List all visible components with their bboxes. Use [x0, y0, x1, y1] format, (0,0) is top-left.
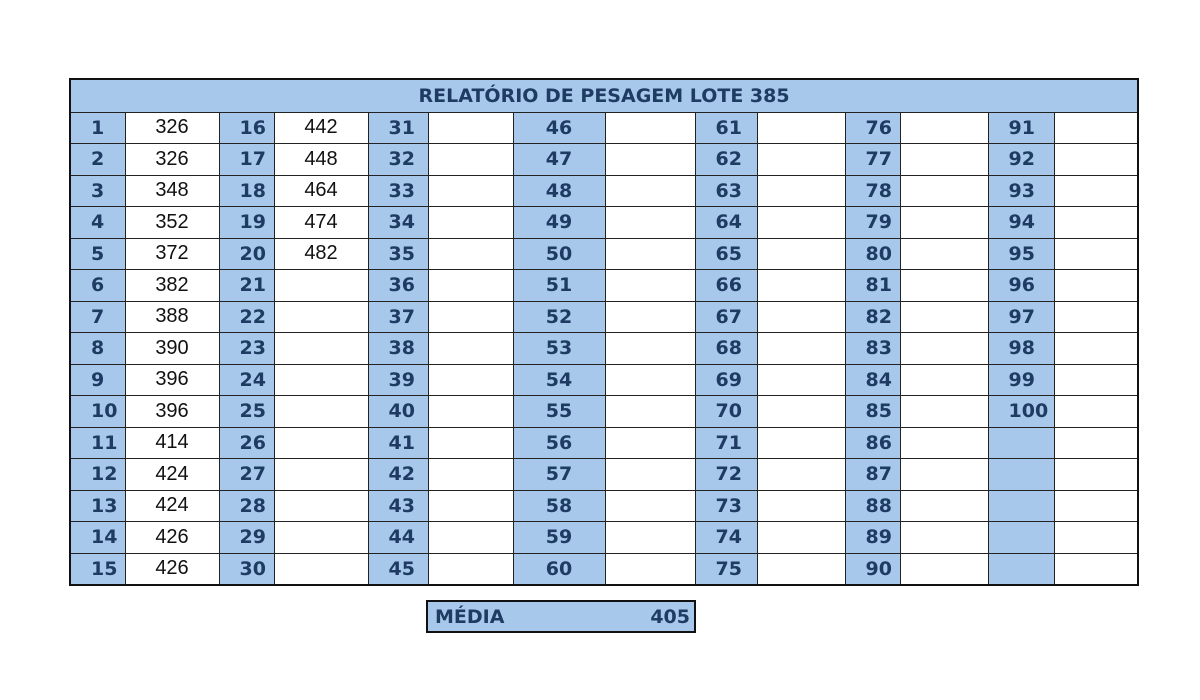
animal-number-cell: 59 — [513, 522, 605, 554]
animal-number-cell: 96 — [988, 270, 1054, 302]
weight-cell — [605, 301, 695, 333]
weight-cell — [757, 144, 845, 176]
animal-number-cell — [988, 553, 1054, 585]
weight-cell — [900, 270, 988, 302]
animal-number-cell: 12 — [70, 459, 125, 491]
weight-cell — [428, 396, 513, 428]
animal-number-cell: 18 — [219, 175, 274, 207]
weight-cell — [274, 427, 368, 459]
weight-cell — [1054, 333, 1138, 365]
animal-number-cell: 5 — [70, 238, 125, 270]
animal-number-cell: 79 — [845, 207, 900, 239]
animal-number-cell: 70 — [695, 396, 757, 428]
weight-cell — [1054, 144, 1138, 176]
animal-number-cell: 19 — [219, 207, 274, 239]
table-row — [70, 459, 1138, 491]
animal-number-cell: 28 — [219, 490, 274, 522]
animal-number-cell: 35 — [368, 238, 428, 270]
animal-number-cell — [988, 522, 1054, 554]
weight-cell: 448 — [274, 144, 368, 176]
animal-number-cell: 40 — [368, 396, 428, 428]
weight-cell: 474 — [274, 207, 368, 239]
animal-number-cell: 13 — [70, 490, 125, 522]
weight-cell — [428, 144, 513, 176]
animal-number-cell: 42 — [368, 459, 428, 491]
weight-cell — [274, 270, 368, 302]
weight-cell — [274, 301, 368, 333]
weight-cell — [1054, 459, 1138, 491]
animal-number-cell: 98 — [988, 333, 1054, 365]
weight-cell — [428, 364, 513, 396]
animal-number-cell: 4 — [70, 207, 125, 239]
weight-cell — [274, 333, 368, 365]
weight-cell — [428, 522, 513, 554]
animal-number-cell: 65 — [695, 238, 757, 270]
table-row — [70, 364, 1138, 396]
animal-number-cell: 55 — [513, 396, 605, 428]
weight-cell — [274, 553, 368, 585]
weight-cell — [1054, 490, 1138, 522]
weight-cell — [757, 490, 845, 522]
weight-cell — [605, 333, 695, 365]
animal-number-cell: 81 — [845, 270, 900, 302]
table-row — [70, 522, 1138, 554]
weight-cell — [757, 238, 845, 270]
animal-number-cell: 38 — [368, 333, 428, 365]
weight-cell — [757, 175, 845, 207]
weight-cell — [1054, 207, 1138, 239]
weight-cell — [1054, 522, 1138, 554]
weight-cell — [757, 553, 845, 585]
animal-number-cell: 92 — [988, 144, 1054, 176]
weight-cell — [900, 427, 988, 459]
average-label: MÉDIA — [435, 605, 505, 628]
weight-cell — [605, 112, 695, 144]
table-row — [70, 427, 1138, 459]
weight-cell: 388 — [125, 301, 219, 333]
animal-number-cell: 30 — [219, 553, 274, 585]
table-row — [70, 207, 1138, 239]
weight-cell — [605, 238, 695, 270]
weight-cell: 396 — [125, 396, 219, 428]
animal-number-cell: 87 — [845, 459, 900, 491]
weight-cell: 464 — [274, 175, 368, 207]
weight-cell — [605, 270, 695, 302]
weight-cell — [757, 522, 845, 554]
weight-cell — [274, 364, 368, 396]
animal-number-cell: 66 — [695, 270, 757, 302]
animal-number-cell: 1 — [70, 112, 125, 144]
weight-cell — [274, 522, 368, 554]
weight-cell — [757, 364, 845, 396]
weight-cell — [757, 333, 845, 365]
animal-number-cell: 44 — [368, 522, 428, 554]
weight-cell — [428, 238, 513, 270]
weight-cell — [428, 270, 513, 302]
animal-number-cell: 20 — [219, 238, 274, 270]
animal-number-cell: 24 — [219, 364, 274, 396]
animal-number-cell: 21 — [219, 270, 274, 302]
average-box — [426, 600, 696, 633]
weight-cell — [900, 490, 988, 522]
weight-cell: 352 — [125, 207, 219, 239]
animal-number-cell: 26 — [219, 427, 274, 459]
animal-number-cell: 76 — [845, 112, 900, 144]
weight-cell — [900, 364, 988, 396]
animal-number-cell: 63 — [695, 175, 757, 207]
weight-cell — [428, 490, 513, 522]
animal-number-cell: 84 — [845, 364, 900, 396]
table-row — [70, 144, 1138, 176]
animal-number-cell: 3 — [70, 175, 125, 207]
animal-number-cell: 10 — [70, 396, 125, 428]
animal-number-cell: 53 — [513, 333, 605, 365]
animal-number-cell: 25 — [219, 396, 274, 428]
weight-cell — [1054, 427, 1138, 459]
weight-cell — [605, 364, 695, 396]
animal-number-cell: 14 — [70, 522, 125, 554]
animal-number-cell: 60 — [513, 553, 605, 585]
weight-cell — [900, 112, 988, 144]
weight-cell — [274, 396, 368, 428]
table-row — [70, 553, 1138, 585]
animal-number-cell: 37 — [368, 301, 428, 333]
animal-number-cell: 74 — [695, 522, 757, 554]
animal-number-cell: 16 — [219, 112, 274, 144]
weight-cell: 382 — [125, 270, 219, 302]
animal-number-cell: 41 — [368, 427, 428, 459]
animal-number-cell: 39 — [368, 364, 428, 396]
weight-cell — [605, 553, 695, 585]
weight-cell — [1054, 270, 1138, 302]
weight-cell — [1054, 301, 1138, 333]
weight-cell — [428, 175, 513, 207]
animal-number-cell: 78 — [845, 175, 900, 207]
weight-cell — [900, 238, 988, 270]
weight-cell — [900, 301, 988, 333]
animal-number-cell: 29 — [219, 522, 274, 554]
animal-number-cell: 94 — [988, 207, 1054, 239]
weight-cell — [605, 207, 695, 239]
animal-number-cell: 17 — [219, 144, 274, 176]
weight-cell: 426 — [125, 522, 219, 554]
table-row — [70, 238, 1138, 270]
weight-cell — [757, 270, 845, 302]
animal-number-cell: 22 — [219, 301, 274, 333]
weight-cell — [900, 553, 988, 585]
weighing-report-table — [69, 78, 1139, 586]
animal-number-cell: 43 — [368, 490, 428, 522]
animal-number-cell: 61 — [695, 112, 757, 144]
weight-cell: 424 — [125, 490, 219, 522]
animal-number-cell: 6 — [70, 270, 125, 302]
animal-number-cell: 82 — [845, 301, 900, 333]
animal-number-cell: 49 — [513, 207, 605, 239]
weight-cell: 390 — [125, 333, 219, 365]
weight-cell — [1054, 175, 1138, 207]
animal-number-cell: 48 — [513, 175, 605, 207]
animal-number-cell: 89 — [845, 522, 900, 554]
animal-number-cell: 73 — [695, 490, 757, 522]
animal-number-cell: 51 — [513, 270, 605, 302]
animal-number-cell: 75 — [695, 553, 757, 585]
weight-cell: 442 — [274, 112, 368, 144]
animal-number-cell: 80 — [845, 238, 900, 270]
table-row — [70, 490, 1138, 522]
weight-cell: 348 — [125, 175, 219, 207]
animal-number-cell: 86 — [845, 427, 900, 459]
weight-cell — [757, 427, 845, 459]
animal-number-cell: 23 — [219, 333, 274, 365]
weight-cell — [900, 333, 988, 365]
animal-number-cell: 15 — [70, 553, 125, 585]
animal-number-cell: 62 — [695, 144, 757, 176]
animal-number-cell: 57 — [513, 459, 605, 491]
animal-number-cell — [988, 490, 1054, 522]
animal-number-cell: 68 — [695, 333, 757, 365]
animal-number-cell: 83 — [845, 333, 900, 365]
animal-number-cell: 50 — [513, 238, 605, 270]
table-row — [70, 396, 1138, 428]
animal-number-cell: 52 — [513, 301, 605, 333]
table-row — [70, 333, 1138, 365]
animal-number-cell: 69 — [695, 364, 757, 396]
animal-number-cell — [988, 427, 1054, 459]
weight-cell — [900, 175, 988, 207]
weight-cell: 482 — [274, 238, 368, 270]
animal-number-cell: 85 — [845, 396, 900, 428]
weight-cell — [274, 490, 368, 522]
weight-cell — [428, 459, 513, 491]
animal-number-cell: 36 — [368, 270, 428, 302]
animal-number-cell: 91 — [988, 112, 1054, 144]
animal-number-cell: 99 — [988, 364, 1054, 396]
animal-number-cell — [988, 459, 1054, 491]
weight-cell: 326 — [125, 112, 219, 144]
weight-cell — [605, 490, 695, 522]
animal-number-cell: 47 — [513, 144, 605, 176]
weight-cell — [900, 396, 988, 428]
weight-cell — [900, 207, 988, 239]
weight-cell — [1054, 238, 1138, 270]
animal-number-cell: 93 — [988, 175, 1054, 207]
weight-cell — [605, 144, 695, 176]
animal-number-cell: 32 — [368, 144, 428, 176]
weight-cell — [605, 396, 695, 428]
animal-number-cell: 31 — [368, 112, 428, 144]
animal-number-cell: 33 — [368, 175, 428, 207]
weight-cell — [605, 175, 695, 207]
weight-cell — [428, 427, 513, 459]
weight-cell — [900, 459, 988, 491]
animal-number-cell: 67 — [695, 301, 757, 333]
animal-number-cell: 71 — [695, 427, 757, 459]
animal-number-cell: 46 — [513, 112, 605, 144]
weight-cell — [605, 459, 695, 491]
animal-number-cell: 77 — [845, 144, 900, 176]
animal-number-cell: 9 — [70, 364, 125, 396]
weight-cell — [757, 396, 845, 428]
weight-cell — [428, 333, 513, 365]
weight-cell — [1054, 553, 1138, 585]
table-row — [70, 301, 1138, 333]
animal-number-cell: 8 — [70, 333, 125, 365]
animal-number-cell: 34 — [368, 207, 428, 239]
animal-number-cell: 95 — [988, 238, 1054, 270]
table-row — [70, 270, 1138, 302]
animal-number-cell: 64 — [695, 207, 757, 239]
animal-number-cell: 2 — [70, 144, 125, 176]
weight-cell — [1054, 396, 1138, 428]
weight-cell — [428, 553, 513, 585]
weight-cell — [428, 301, 513, 333]
weight-cell — [757, 207, 845, 239]
weight-cell — [757, 459, 845, 491]
animal-number-cell: 97 — [988, 301, 1054, 333]
weight-cell — [757, 112, 845, 144]
report-title: RELATÓRIO DE PESAGEM LOTE 385 — [70, 79, 1138, 112]
weight-cell — [605, 427, 695, 459]
animal-number-cell: 58 — [513, 490, 605, 522]
table-row — [70, 112, 1138, 144]
weight-cell — [605, 522, 695, 554]
weight-cell — [274, 459, 368, 491]
weight-cell — [1054, 364, 1138, 396]
animal-number-cell: 45 — [368, 553, 428, 585]
animal-number-cell: 90 — [845, 553, 900, 585]
weight-cell — [1054, 112, 1138, 144]
animal-number-cell: 72 — [695, 459, 757, 491]
animal-number-cell: 27 — [219, 459, 274, 491]
weight-cell — [428, 112, 513, 144]
weight-cell: 426 — [125, 553, 219, 585]
weight-cell — [757, 301, 845, 333]
animal-number-cell: 7 — [70, 301, 125, 333]
animal-number-cell: 88 — [845, 490, 900, 522]
animal-number-cell: 11 — [70, 427, 125, 459]
average-value: 405 — [650, 605, 690, 628]
weight-cell: 396 — [125, 364, 219, 396]
animal-number-cell: 100 — [988, 396, 1054, 428]
weight-cell — [428, 207, 513, 239]
weight-cell: 424 — [125, 459, 219, 491]
title-row — [70, 79, 1138, 112]
weight-cell: 372 — [125, 238, 219, 270]
table-row — [70, 175, 1138, 207]
animal-number-cell: 54 — [513, 364, 605, 396]
weight-cell: 326 — [125, 144, 219, 176]
weight-cell: 414 — [125, 427, 219, 459]
weight-cell — [900, 144, 988, 176]
animal-number-cell: 56 — [513, 427, 605, 459]
weight-cell — [900, 522, 988, 554]
